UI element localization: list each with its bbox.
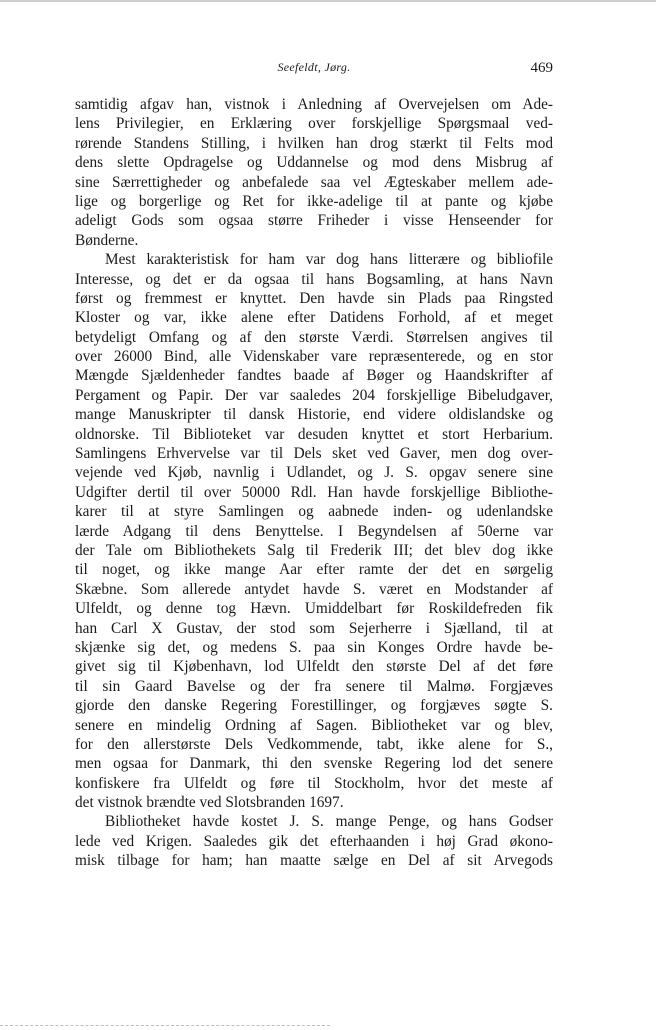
paragraph-start-line: Bibliotheket havde kostet J. S. mange Penge, og hans Godser xyxy=(105,813,553,831)
text-line: rørende Standens Stilling, i hvilken han drog stærkt til Felts mod xyxy=(75,134,553,152)
text-line: Interesse, og det er da ogsaa til hans Bogsamling, at hans Navn xyxy=(75,270,553,288)
text-line: Skæbne. Som allerede antydet havde S. været en Modstander af xyxy=(75,580,553,598)
text-line: der Tale om Bibliothekets Salg til Frederik III; det blev dog ikke xyxy=(75,541,553,559)
text-line: givet sig til Kjøbenhavn, lod Ulfeldt den største Del af det føre xyxy=(75,658,553,676)
text-line: men ogsaa for Danmark, thi den svenske Regering lod det senere xyxy=(75,755,553,773)
text-line: karer til at styre Samlingen og aabnede inden- og udenlandske xyxy=(75,503,553,521)
text-line: senere en mindelig Ordning af Sagen. Bibliotheket var og blev, xyxy=(75,716,553,734)
text-line: lærde Adgang til dens Benyttelse. I Begyndelsen af 50erne var xyxy=(75,522,553,540)
text-line: sine Særrettigheder og anbefalede saa vel Ægteskaber mellem ade- xyxy=(75,173,553,191)
text-line: dens slette Opdragelse og Uddannelse og mod dens Misbrug af xyxy=(75,154,553,172)
text-line: oldnorske. Til Biblioteket var desuden knyttet et stort Herbarium. xyxy=(75,425,553,443)
text-line: først og fremmest er knyttet. Den havde sin Plads paa Ringsted xyxy=(75,289,553,307)
text-line: lige og borgerlige og Ret for ikke-adelige til at pante og kjøbe xyxy=(75,192,553,210)
page-number: 469 xyxy=(530,60,553,76)
bottom-edge-marks xyxy=(0,1024,330,1026)
text-line: Samlingens Erhvervelse var til Dels sket ved Gaver, men dog over- xyxy=(75,445,553,463)
running-head: Seefeldt, Jørg. xyxy=(277,60,351,74)
body-text xyxy=(75,95,553,871)
text-line: han Carl X Gustav, der stod som Sejerherre i Sjælland, til at xyxy=(75,619,553,637)
text-line: lens Privilegier, en Erklæring over forskjellige Spørgsmaal ved- xyxy=(75,115,553,133)
text-line: for den allerstørste Dels Vedkommende, tabt, ikke alene for S., xyxy=(75,735,553,753)
text-line: adeligt Gods som ogsaa større Friheder i visse Henseender for xyxy=(75,212,553,230)
text-line: Kloster og var, ikke alene efter Datidens Forhold, af et meget xyxy=(75,309,553,327)
text-line: til noget, og ikke mange Aar efter ramte der det en sørgelig xyxy=(75,561,553,579)
text-line: over 26000 Bind, alle Videnskaber vare repræsenterede, og en stor xyxy=(75,348,553,366)
top-rule xyxy=(0,0,656,2)
text-line: til sin Gaard Bavelse og der fra senere til Malmø. Forgjæves xyxy=(75,677,553,695)
text-line: Udgifter dertil til over 50000 Rdl. Han havde forskjellige Bibliothe- xyxy=(75,483,553,501)
text-line: Ulfeldt, og denne tog Hævn. Umiddelbart før Roskildefreden fik xyxy=(75,600,553,618)
paragraph-start-line: Mest karakteristisk for ham var dog hans litterære og bibliofile xyxy=(105,251,553,269)
text-line: misk tilbage for ham; han maatte sælge en Del af sit Arvegods xyxy=(75,852,553,870)
text-line: Pergament og Papir. Der var saaledes 204 forskjellige Bibeludgaver, xyxy=(75,386,553,404)
text-line: mange Manuskripter til dansk Historie, end videre oldislandske og xyxy=(75,406,553,424)
paragraph-end-line: Bønderne. xyxy=(75,231,139,249)
text-line: lede ved Krigen. Saaledes gik det efterhaanden i høj Grad økono- xyxy=(75,832,553,850)
text-line: konfiskere fra Ulfeldt og føre til Stockholm, hvor det meste af xyxy=(75,774,553,792)
paragraph-end-line: det vistnok brændte ved Slotsbranden 1697. xyxy=(75,794,344,812)
text-line: skjænke sig det, og medens S. paa sin Konges Ordre havde be- xyxy=(75,638,553,656)
text-line: vejende ved Kjøb, navnlig i Udlandet, og J. S. opgav senere sine xyxy=(75,464,553,482)
page-header xyxy=(75,60,553,82)
text-line: gjorde den danske Regering Forestillinger, og forgjæves søgte S. xyxy=(75,697,553,715)
text-line: betydeligt Omfang og af den største Værdi. Størrelsen angives til xyxy=(75,328,553,346)
text-line: samtidig afgav han, vistnok i Anledning af Overvejelsen om Ade- xyxy=(75,96,553,113)
text-line: Mængde Sjældenheder fandtes baade af Bøger og Haandskrifter af xyxy=(75,367,553,385)
